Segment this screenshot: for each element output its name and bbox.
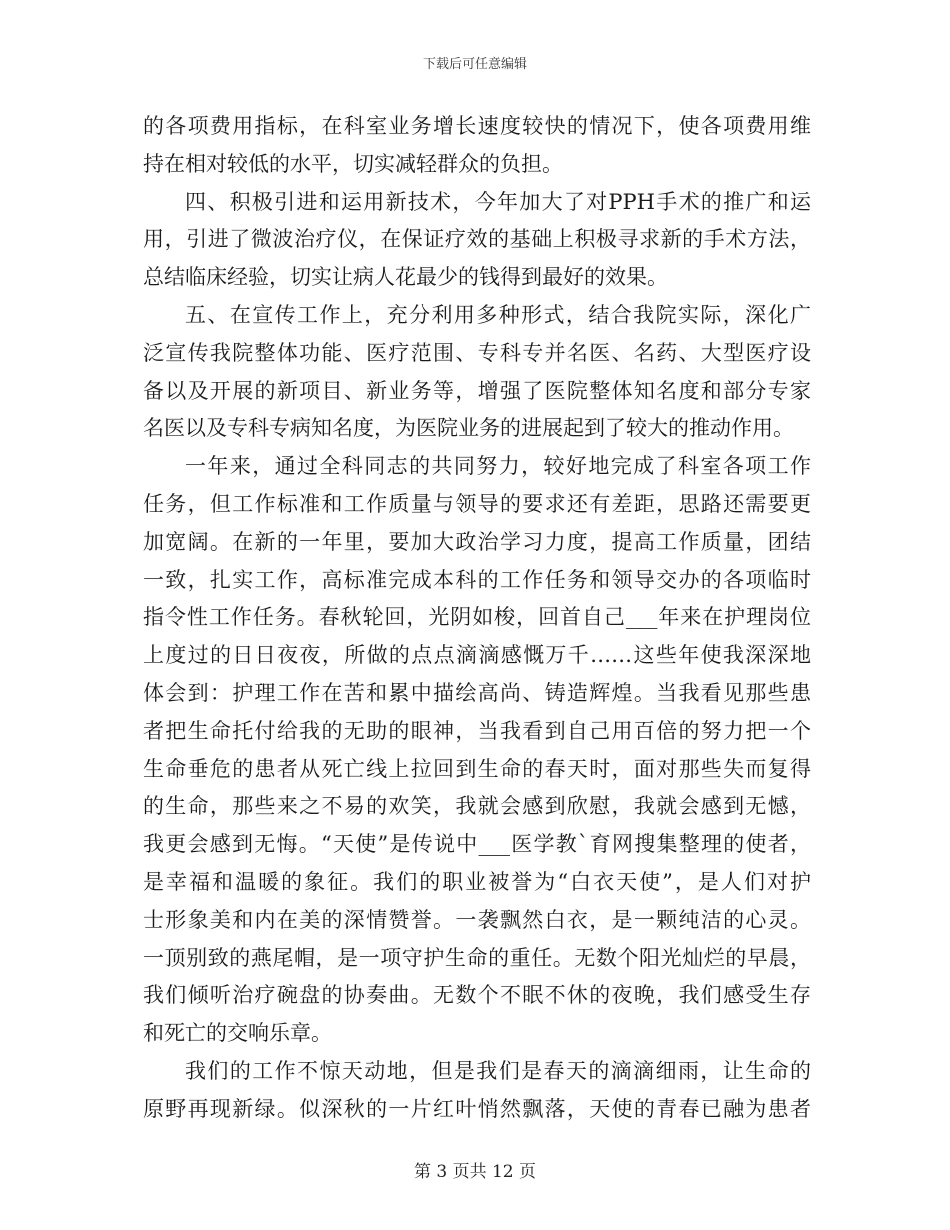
- page-header: 下载后可任意编辑: [422, 57, 527, 72]
- text-line: 指令性工作任务。春秋轮回，光阴如梭，回首自己___年来在护理岗位: [143, 605, 811, 630]
- text-line: 生命垂危的患者从死亡线上拉回到生命的春天时，面对那些失而复得: [143, 756, 811, 781]
- text-line: 任务，但工作标准和工作质量与领导的要求还有差距，思路还需要更: [143, 491, 811, 516]
- text-line: 是幸福和温暖的象征。我们的职业被誉为“白衣天使”，是人们对护: [143, 869, 811, 894]
- paragraph: [143, 108, 811, 184]
- text-line: 者把生命托付给我的无助的眼神，当我看到自己用百倍的努力把一个: [143, 718, 811, 743]
- text-line: 上度过的日日夜夜，所做的点点滴滴感慨万千……这些年使我深深地: [143, 643, 811, 668]
- text-line: 原野再现新绿。似深秋的一片红叶悄然飘落，天使的青春已融为患者: [143, 1096, 811, 1121]
- text-line: 我们的工作不惊天动地，但是我们是春天的滴滴细雨，让生命的: [185, 1058, 811, 1083]
- text-line: 的各项费用指标，在科室业务增长速度较快的情况下，使各项费用维: [143, 114, 811, 138]
- text-line: 持在相对较低的水平，切实减轻群众的负担。: [143, 151, 563, 176]
- text-line: 四、积极引进和运用新技术，今年加大了对PPH手术的推广和运: [185, 189, 811, 214]
- text-line: 加宽阔。在新的一年里，要加大政治学习力度，提高工作质量，团结: [143, 529, 811, 554]
- text-line: 我更会感到无悔。“天使”是传说中___医学教`育网搜集整理的使者，: [143, 832, 811, 857]
- text-line: 的生命，那些来之不易的欢笑，我就会感到欣慰，我就会感到无憾，: [143, 794, 811, 819]
- text-line: 总结临床经验，切实让病人花最少的钱得到最好的效果。: [143, 265, 668, 290]
- page-footer: 第 3 页共 12 页: [413, 1162, 537, 1182]
- text-line: 一年来，通过全科同志的共同努力，较好地完成了科室各项工作: [185, 454, 811, 479]
- text-line: 一致，扎实工作，高标准完成本科的工作任务和领导交办的各项临时: [143, 567, 811, 592]
- text-line: 五、在宣传工作上，充分利用多种形式，结合我院实际，深化广: [185, 302, 811, 327]
- document-body: [143, 108, 811, 1129]
- paragraph: [143, 448, 811, 1053]
- text-line: 体会到：护理工作在苦和累中描绘高尚、铸造辉煌。当我看见那些患: [143, 680, 811, 705]
- paragraph: [143, 184, 811, 297]
- paragraph: [143, 1053, 811, 1129]
- text-line: 士形象美和内在美的深情赞誉。一袭飘然白衣，是一颗纯洁的心灵。: [143, 907, 811, 932]
- paragraph: [143, 297, 811, 448]
- text-line: 一顶别致的燕尾帽，是一项守护生命的重任。无数个阳光灿烂的早晨，: [143, 945, 811, 970]
- text-line: 泛宣传我院整体功能、医疗范围、专科专并名医、名药、大型医疗设: [143, 340, 811, 365]
- text-line: 名医以及专科专病知名度，为医院业务的进展起到了较大的推动作用。: [143, 416, 794, 441]
- text-line: 用，引进了微波治疗仪，在保证疗效的基础上积极寻求新的手术方法，: [143, 227, 811, 252]
- text-line: 备以及开展的新项目、新业务等，增强了医院整体知名度和部分专家: [143, 378, 811, 403]
- text-line: 我们倾听治疗碗盘的协奏曲。无数个不眠不休的夜晚，我们感受生存: [143, 983, 811, 1008]
- text-line: 和死亡的交响乐章。: [143, 1021, 332, 1046]
